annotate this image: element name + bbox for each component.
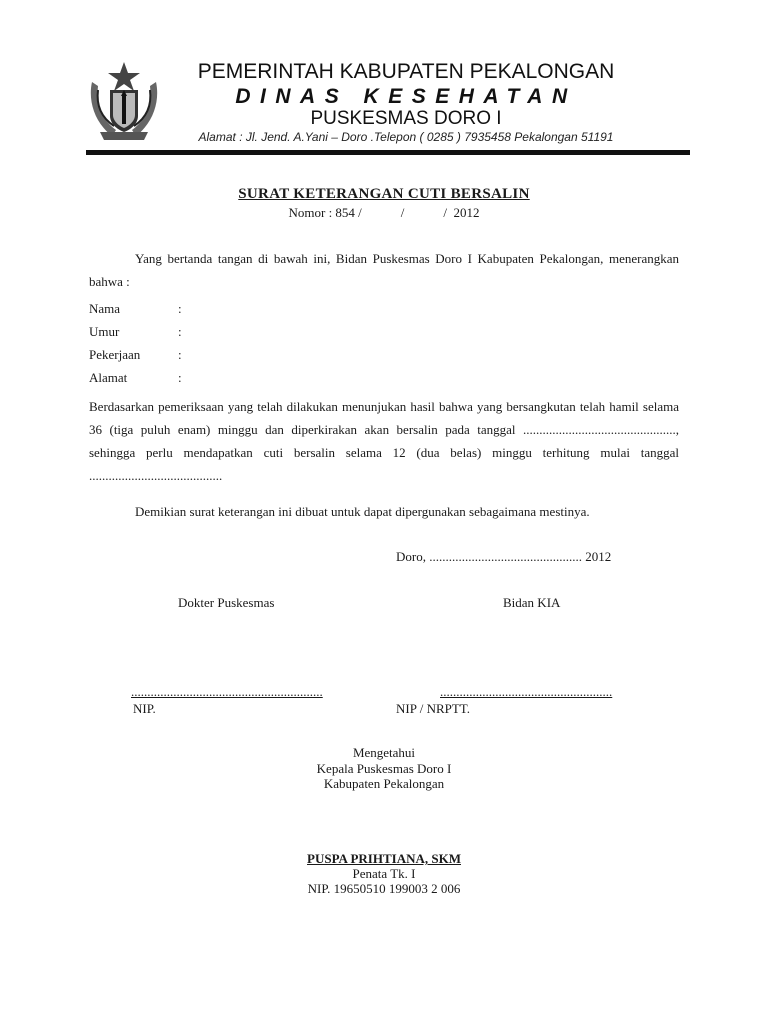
approver-rank: Penata Tk. I (352, 866, 416, 881)
closing-statement: Demikian surat keterangan ini dibuat untuk dapat dipergunakan sebagaimana mestinya. (135, 504, 590, 519)
left-nip-label: NIP. (133, 701, 156, 716)
document-title: SURAT KETERANGAN CUTI BERSALIN (238, 186, 530, 202)
letterhead-divider (86, 150, 690, 155)
left-signature-line: ........................................................... (131, 684, 323, 699)
field-label-pekerjaan: Pekerjaan (89, 347, 141, 362)
approval-heading: Mengetahui (352, 745, 416, 760)
right-signature-line: ..................................................... (440, 684, 613, 699)
approval-region: Kabupaten Pekalongan (323, 776, 445, 791)
approval-position: Kepala Puskesmas Doro I (316, 761, 452, 776)
opening-paragraph: Yang bertanda tangan di bawah ini, Bidan Puskesmas Doro I Kabupaten Pekalongan, menerangkan bahwa : (89, 251, 679, 289)
approver-name: PUSPA PRIHTIANA, SKM (307, 851, 461, 866)
field-label-nama: Nama (89, 301, 121, 316)
left-signer-title: Dokter Puskesmas (178, 595, 275, 610)
letterhead-government: PEMERINTAH KABUPATEN PEKALONGAN (197, 60, 615, 83)
letterhead-institution: PUSKESMAS DORO I (310, 108, 502, 129)
field-colon: : (178, 347, 182, 362)
letterhead-department: DINAS KESEHATAN (235, 85, 577, 108)
field-colon: : (178, 324, 182, 339)
body-paragraph: Berdasarkan pemeriksaan yang telah dilakukan menunjukan hasil bahwa yang bersangkutan telah hamil selama 36 (tiga puluh enam) minggu dan diperkirakan akan bersalin pada tanggal ..............................................., sehingga perlu mendapatkan cuti bersalin selama 12 (dua belas) minggu terhitung mulai tanggal ......................................... (89, 399, 679, 483)
field-colon: : (178, 301, 182, 316)
right-nip-label: NIP / NRPTT. (396, 701, 471, 716)
field-label-umur: Umur (89, 324, 120, 339)
document-number: Nomor : 854 / / / 2012 (288, 205, 480, 220)
right-signer-title: Bidan KIA (503, 595, 561, 610)
field-label-alamat: Alamat (89, 370, 128, 385)
approver-nip: NIP. 19650510 199003 2 006 (307, 881, 461, 896)
place-date: Doro, ............................................... 2012 (396, 549, 612, 564)
field-colon: : (178, 370, 182, 385)
letterhead-address: Alamat : Jl. Jend. A.Yani – Doro .Telepon ( 0285 ) 7935458 Pekalongan 51191 (198, 130, 614, 144)
